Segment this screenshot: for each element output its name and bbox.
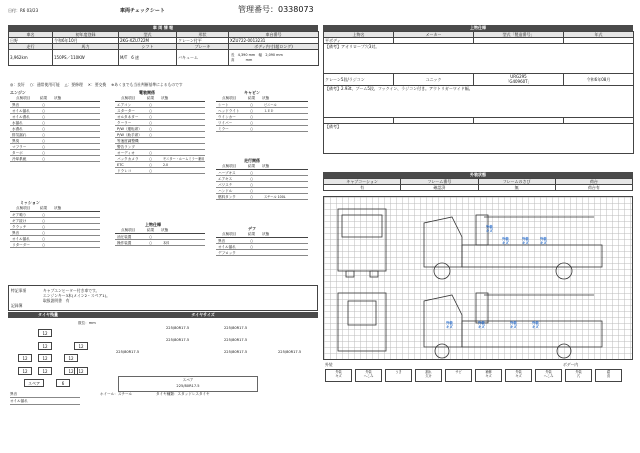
crane-year: 令和6年08月 [564,74,634,86]
check-row [10,156,100,162]
shape-value: クレーン付平 [177,38,229,44]
mission-head: 点検項目 結果 状態 [10,206,100,212]
bed-value: 荷台有 [555,185,632,191]
check-item-result: ○ [42,121,46,125]
col-upper-name: 上物名 [324,32,394,38]
vehicle-diagram [323,196,633,360]
tire-size-header: タイヤサイズ [88,312,318,318]
remark-2: 2.93t、ブーム5段、フックイン、ラジコン付き。アウトリガーワイド幅。 [341,86,473,91]
col-shape: 形状 [177,32,229,38]
check-item-label: オーディオ [117,151,135,155]
tire-value-2: 12 [38,342,52,350]
frame-no-value: 確認済 [401,185,478,191]
check-item-result: ○ [42,231,46,235]
spare-value: 6 [56,379,70,387]
upper-check-head: 点検項目 結果 状態 [115,228,205,234]
crane-serial: 「G40960T」 [505,78,532,84]
check-item-label: 等速度調整機 [117,139,139,143]
tire-value-8: 12 [38,367,52,375]
vehicle-info-table [8,31,319,66]
running-title: 走行関係 [244,158,260,163]
check-item-result: ○ [42,133,46,137]
check-item-label: シート [218,103,229,107]
management-value: 0338073 [278,5,314,14]
upper-check-section [115,222,205,246]
check-item-label: エアキス [218,177,233,181]
check-item-label: 燃料タンク [218,195,236,199]
tire-remaining-header: タイヤ残量 [8,312,88,318]
def-rows [216,238,308,256]
spare-size-value: 225/80R17.5 [176,384,200,388]
def-head: 点検項目 結果 状態 [216,232,308,238]
special-notes-box [8,285,318,311]
remark-label-2: 【備考】 [325,86,341,91]
check-item-state: スチール 100L [264,195,286,199]
damage-mark-6: 外装 キズ [478,321,485,329]
check-item-result: ○ [149,151,153,155]
col-maker: メーカー [394,32,474,38]
check-item-result: ○ [250,127,254,131]
management-number [238,4,314,15]
tire-value-7: 12 [18,367,32,375]
damage-legend-item: 外装 穴 [565,369,592,382]
check-item-result [250,250,264,255]
check-item-result: ○ [250,171,254,175]
engine-head: 点検項目 結果 状態 [10,96,100,102]
remark-row-2 [324,86,634,118]
check-item-label: 操作装置 [117,241,132,245]
check-row [216,194,308,200]
mileage-value: 3,962km [9,50,53,66]
size-1: 225/80R17.5 [166,326,190,330]
check-item-result: ○ [42,145,46,149]
side-bed-shape [462,245,602,267]
legend-normal: ○：通常使用可能 [29,82,60,87]
col-shift: シフト [119,44,177,50]
check-item-label: 異音 [218,239,226,243]
electrical-section [115,90,205,174]
tire-value-4: 12 [18,354,32,362]
check-row [10,242,100,248]
check-item-result: ○ [250,183,254,187]
col-body-dims: ボディ内寸(超ロング) [229,44,319,50]
tire-section [8,312,318,444]
damage-legend-item: 外装 キズ [505,369,532,382]
check-item-label: パワステ [218,183,233,187]
dim-height: 高 mm [231,57,253,62]
model-value: 2KG-XZU722M [119,38,177,44]
check-item-result: ○ [149,109,153,113]
special-line-1: キャブエンヒーター付き車です。 [43,288,100,293]
electrical-title: 電装関係 [139,90,155,95]
check-item-result: ○ [42,115,46,119]
check-item-result: ○ [42,109,46,113]
check-item-label: ウインカー [218,115,236,119]
col-cab-caution: キャブコーション [324,179,401,185]
tire-unit: 数位：mm [78,321,96,325]
crane-row [324,74,634,86]
damage-mark-7: 外装 キズ [510,321,517,329]
dim-length: 長 4,390 mm 幅 2,090 mm [231,52,283,57]
check-item-label: ワイパー [218,121,233,125]
special-line-2: エンジンキー3本(メイン2・スペア1)。 [43,293,110,298]
check-item-result: ○ [42,103,46,107]
legend-good: ◎：良好 [10,82,25,87]
check-item-state: 本体 [163,241,170,245]
def-title: デフ [248,226,256,231]
special-notes-lines [43,288,110,303]
size-4: 225/80R17.5 [224,338,248,342]
col-horsepower: 馬力 [53,44,119,50]
upper-check-rows [115,234,205,246]
check-item-label: 警告ランプ [117,145,135,149]
mission-section [10,200,100,248]
remark-label-1: 【備考】 [325,44,341,49]
damage-legend [323,362,633,390]
horsepower-value: 150PS／110KW [53,50,119,66]
check-item-label: 水滲れ [12,127,23,131]
check-item-result: ○ [149,241,153,245]
vehicle-info-section [8,25,318,66]
check-item-label: ハーブキス [218,171,236,175]
mission-rows [10,212,100,248]
exterior-section [323,172,633,191]
check-item-label: クーラー [117,121,132,125]
col-brake: ブレーキ [177,44,229,50]
size-3: 225/80R17.5 [166,338,190,342]
col-car-name: 車名 [9,32,53,38]
check-item-result: ○ [250,103,254,107]
front-cab-shape [338,209,386,271]
crane-maker: ユニック [394,74,474,86]
check-item-label: ギア抜け [12,219,27,223]
car-name-value: 日野 [9,38,53,44]
legend-note: ※あくまでも当社判断基準によるものです [111,82,183,87]
check-item-label: ヘッドライト [218,109,240,113]
check-item-state: ビニール [264,103,277,107]
check-item-result: ○ [42,151,46,155]
date-text: 日付：R6 03/23 [8,8,39,13]
exterior-value-row [324,185,633,191]
shift-value: M/T 6 速 [119,50,177,66]
side-rear-wheel [556,263,572,279]
damage-mark-5: 外装 キズ [446,321,453,329]
check-item-result [149,144,163,149]
wheel-type: ホイール：スチール [100,392,133,396]
def-section [216,226,308,256]
mission-title: ミッション [20,200,40,205]
vehicle-info-header: 車 両 情 報 [8,25,318,31]
damage-legend-item: 補修 キズ [475,369,502,382]
check-row [115,240,205,246]
check-item-result: ○ [250,115,254,119]
size-2: 225/80R17.5 [224,326,248,330]
side-front-wheel [434,263,450,279]
damage-legend-item: 外装 へこみ [355,369,382,382]
legend-repair: △：要修理 [64,82,83,87]
check-item-result: ○ [250,245,254,249]
electrical-rows [115,102,205,174]
check-item-result: ○ [42,225,46,229]
check-item-result: ○ [149,133,153,137]
tire-line-2: オイル漏れ [10,398,80,405]
rating-legend [10,82,310,88]
check-item-label: クラッチ [12,225,27,229]
damage-legend-item: 腐 食 [595,369,622,382]
size-7: 225/80R17.5 [278,350,302,354]
check-item-label: 排気漏れ [12,133,27,137]
col-year: 年式 [564,32,634,38]
col-serial: 型式「製造番号」 [474,32,564,38]
check-item-result: ○ [149,235,153,239]
tire-type: タイヤ種類：スタッドレスタイヤ [156,392,210,396]
management-label: 管理番号： [238,5,278,14]
damage-mark-4: 外装 キズ [540,237,547,245]
body-legend-label: ボデー内 [563,362,579,367]
damage-mark-1: 外装 キズ [486,225,493,233]
check-item-label: 異音 [12,231,20,235]
check-row [115,168,205,174]
legend-replace: ✕：要交換 [87,82,107,87]
check-item-result: ○ [250,189,254,193]
check-item-state: 2.0 [163,163,169,167]
check-item-label: オイル漏れ [12,109,30,113]
check-item-label: P/W（運転席） [117,127,142,131]
cabin-rows [216,102,308,132]
check-item-label: 異音 [12,103,20,107]
remark-row-1 [324,44,634,74]
check-item-result: ○ [42,237,46,241]
rear-view-shape [338,293,386,351]
tire-condition-lines [10,391,80,405]
check-item-result: ○ [42,157,46,161]
side2-cab-shape [424,295,462,347]
check-item-label: エアコン [117,103,132,107]
check-item-label: ギア鳴り [12,213,27,217]
check-item-label: ETC [117,163,124,167]
exterior-table [323,178,633,191]
check-item-label: オイル滲れ [12,115,30,119]
record-label: 記録簿 [11,303,23,308]
col-model: 型式 [119,32,177,38]
damage-legend-item: 外装 へこみ [535,369,562,382]
tire-value-1: 12 [38,329,52,337]
check-item-label: オルタネター [117,115,139,119]
engine-title: エンジン [10,90,26,95]
spare-label: スペア [24,379,44,387]
cab-caution-value: 有 [324,185,401,191]
check-item-result: ○ [149,163,153,167]
exterior-legend-label: 外装 [325,362,333,367]
check-item-label: リターダー [12,243,30,247]
check-item-result: ○ [42,139,46,143]
chassis-value: XZU722-0013231 [229,38,319,44]
tire-value-3: 12 [74,342,88,350]
front-windshield-shape [342,215,382,237]
sheet-title: 車両チェックシート [120,8,165,14]
brake-value: バキューム [177,50,229,66]
check-row [216,250,308,256]
size-6: 225/80R17.5 [224,350,248,354]
running-rows [216,170,308,200]
check-item-label: 冷却系統 [12,157,27,161]
truck-outline-svg [324,197,634,361]
check-item-result [149,138,163,143]
check-item-label: 油圧装置 [117,235,132,239]
frame-rust-value: 無 [478,185,555,191]
cabin-head: 点検項目 結果 状態 [216,96,308,102]
tire-value-5: 12 [38,354,52,362]
body-name: 平ボディ [324,38,394,44]
check-item-result: ○ [250,121,254,125]
check-item-label: マフラー [12,145,27,149]
check-item-result: ○ [250,195,254,199]
check-item-result: ○ [250,177,254,181]
check-item-label: 異臭 [12,139,20,143]
check-item-label: スターター [117,109,135,113]
engine-rows [10,102,100,162]
check-item-result: ○ [149,115,153,119]
check-item-result: ○ [149,169,153,173]
damage-legend-items [325,369,631,383]
check-item-label: ハンドル [218,189,233,193]
first-reg-value: 令和6年10月 [53,38,119,44]
remark-1: アオリロープ穴3対。 [341,44,380,49]
check-item-result: ○ [149,103,153,107]
col-frame-rust: フレームのさび [478,179,555,185]
remark-3: 【備考】 [324,124,634,154]
body-dims-cell [229,50,319,66]
spare-size-label: スペア [182,378,194,382]
damage-legend-item: サビ [445,369,472,382]
tire-value-9: 12 [64,367,78,375]
tire-value-10: 12 [74,367,88,375]
check-item-result: ○ [42,243,46,247]
check-item-label: ターボ [12,151,23,155]
check-item-state: ＬＥＤ [264,109,274,113]
upper-spec-section [323,25,633,154]
upper-spec-header: 上物仕様 [323,25,633,31]
damage-legend-item: 外装 キズ [325,369,352,382]
check-item-label: バックカメラ [117,157,139,161]
check-row [216,126,308,132]
check-item-result: ○ [250,109,254,113]
check-item-label: オイル漏れ [12,237,30,241]
col-chassis: 車台番号 [229,32,319,38]
tire-value-6: 12 [64,354,78,362]
damage-legend-item: 割れ 欠け [415,369,442,382]
check-item-label: P/W（助手席） [117,133,142,137]
damage-mark-3: 外装 キズ [522,237,529,245]
check-item-label: デフロック [218,251,236,255]
cabin-section [216,90,308,132]
special-line-3: 取扱説明書 有 [43,298,70,303]
upper-check-title: 上物仕様 [145,222,161,227]
damage-mark-8: 外装 キズ [532,321,539,329]
check-item-label: オイル漏れ [218,245,236,249]
crane-name: クレーン5段/ラジコン [324,74,394,86]
size-5: 225/80R17.5 [116,350,140,354]
spare-size-box [118,376,258,392]
remark-row-3 [324,124,634,154]
side-cab-shape [424,217,462,267]
damage-mark-2: 外装 キズ [502,237,509,245]
upper-spec-table [323,31,634,154]
col-first-reg: 初年度登録 [53,32,119,38]
check-item-result: ○ [250,239,254,243]
damage-legend-item: うき [385,369,412,382]
check-item-label: ドラレコ [117,169,132,173]
vehicle-value-row-2 [9,50,319,66]
electrical-head: 点検項目 結果 状態 [115,96,205,102]
col-bed: 荷台 [555,179,632,185]
check-item-result: ○ [42,127,46,131]
special-notes-label: 特記事項 [11,288,27,293]
check-item-label: ミラー [218,127,229,131]
check-item-state: モニター・ルームミラー兼用 [163,157,205,161]
check-item-result: ○ [42,219,46,223]
check-item-result: ○ [149,157,153,161]
engine-section [10,90,100,162]
check-item-result: ○ [149,121,153,125]
running-section [216,158,308,200]
crane-model: URG295 [510,74,527,79]
running-head: 点検項目 結果 状態 [216,164,308,170]
check-item-label: 水漏れ [12,121,23,125]
col-frame-no: フレーム番号 [401,179,478,185]
tire-line-1: 異音 [10,391,80,398]
check-item-result: ○ [42,213,46,217]
col-mileage: 走行 [9,44,53,50]
exterior-header: 外装状態 [323,172,633,178]
check-item-result: ○ [149,127,153,131]
cabin-title: キャビン [244,90,260,95]
